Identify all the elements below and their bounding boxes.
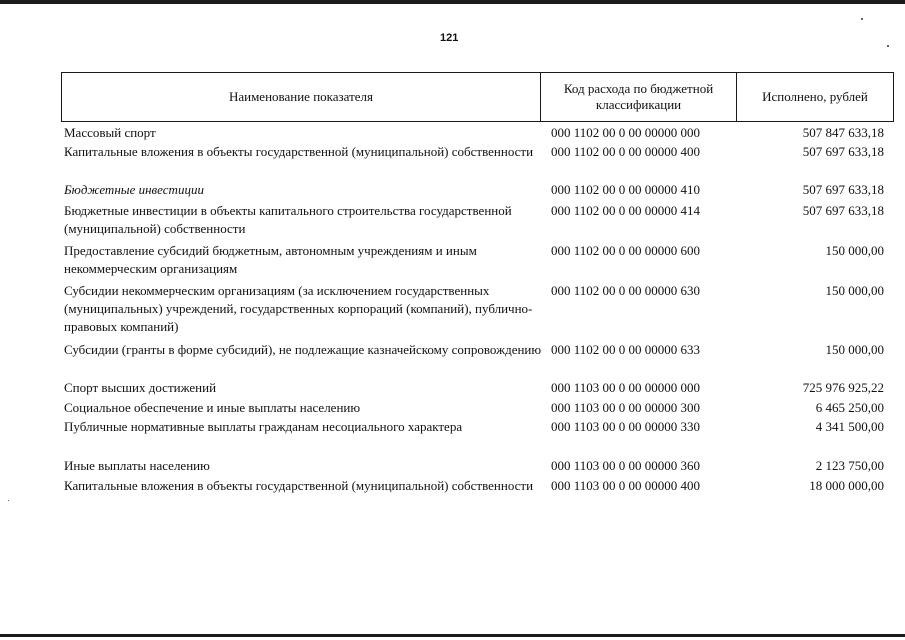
row-name: Бюджетные инвестиции xyxy=(64,182,204,197)
row-name: Субсидии (гранты в форме субсидий), не подлежащие казначейскому сопровождению xyxy=(64,342,542,357)
page-number: 121 xyxy=(440,32,459,44)
row-code: 000 1102 00 0 00 00000 414 xyxy=(551,203,701,218)
top-border-line xyxy=(0,0,905,4)
row-name: Публичные нормативные выплаты гражданам несоциального характера xyxy=(64,419,463,434)
row-name: Спорт высших достижений xyxy=(64,380,217,395)
row-amount: 4 341 500,00 xyxy=(815,419,884,434)
row-code: 000 1102 00 0 00 00000 630 xyxy=(551,283,701,298)
header-amount-cell xyxy=(737,73,893,121)
row-amount: 507 697 633,18 xyxy=(802,203,884,218)
row-name: Иные выплаты населению xyxy=(64,458,210,473)
row-code: 000 1102 00 0 00 00000 633 xyxy=(551,342,701,357)
row-amount: 6 465 250,00 xyxy=(815,400,884,415)
row-code: 000 1102 00 0 00 00000 410 xyxy=(551,182,701,197)
row-name: Бюджетные инвестиции в объекты капитального строительства государственной (муниципальной) собственности xyxy=(64,203,512,236)
row-amount: 725 976 925,22 xyxy=(802,380,884,395)
row-code: 000 1103 00 0 00 00000 360 xyxy=(551,458,701,473)
row-code: 000 1103 00 0 00 00000 400 xyxy=(551,478,701,493)
row-name: Социальное обеспечение и иные выплаты населению xyxy=(64,400,361,415)
table-header xyxy=(61,72,894,122)
row-code: 000 1103 00 0 00 00000 330 xyxy=(551,419,701,434)
scan-speck xyxy=(861,18,863,20)
row-amount: 507 697 633,18 xyxy=(802,182,884,197)
row-name: Предоставление субсидий бюджетным, автономным учреждениям и иным некоммерческим организациям xyxy=(64,243,477,276)
row-name: Массовый спорт xyxy=(64,125,156,140)
row-amount: 150 000,00 xyxy=(825,342,884,357)
header-name-label: Наименование показателя xyxy=(228,89,374,104)
row-amount: 150 000,00 xyxy=(825,283,884,298)
row-code: 000 1102 00 0 00 00000 600 xyxy=(551,243,701,258)
row-name: Капитальные вложения в объекты государственной (муниципальной) собственности xyxy=(64,478,534,493)
row-code: 000 1103 00 0 00 00000 000 xyxy=(551,380,701,395)
row-name: Субсидии некоммерческим организациям (за исключением государственных (муниципальных) учреждений, государственных корпораций (компаний), публично-правовых компаний) xyxy=(64,283,533,334)
header-amount-label: Исполнено, рублей xyxy=(762,89,868,104)
row-amount: 2 123 750,00 xyxy=(815,458,884,473)
scan-speck xyxy=(8,500,9,501)
row-amount: 150 000,00 xyxy=(825,243,884,258)
header-code-cell xyxy=(541,73,736,121)
scan-speck xyxy=(887,45,889,47)
row-amount: 18 000 000,00 xyxy=(809,478,884,493)
row-amount: 507 697 633,18 xyxy=(802,144,884,159)
row-code: 000 1103 00 0 00 00000 300 xyxy=(551,400,701,415)
row-code: 000 1102 00 0 00 00000 000 xyxy=(551,125,701,140)
row-name: Капитальные вложения в объекты государственной (муниципальной) собственности xyxy=(64,144,534,159)
row-code: 000 1102 00 0 00 00000 400 xyxy=(551,144,701,159)
bottom-border-line xyxy=(0,634,905,637)
header-code-label: Код расхода по бюджетной классификации xyxy=(563,81,714,112)
header-name-cell xyxy=(62,73,540,121)
row-amount: 507 847 633,18 xyxy=(802,125,884,140)
